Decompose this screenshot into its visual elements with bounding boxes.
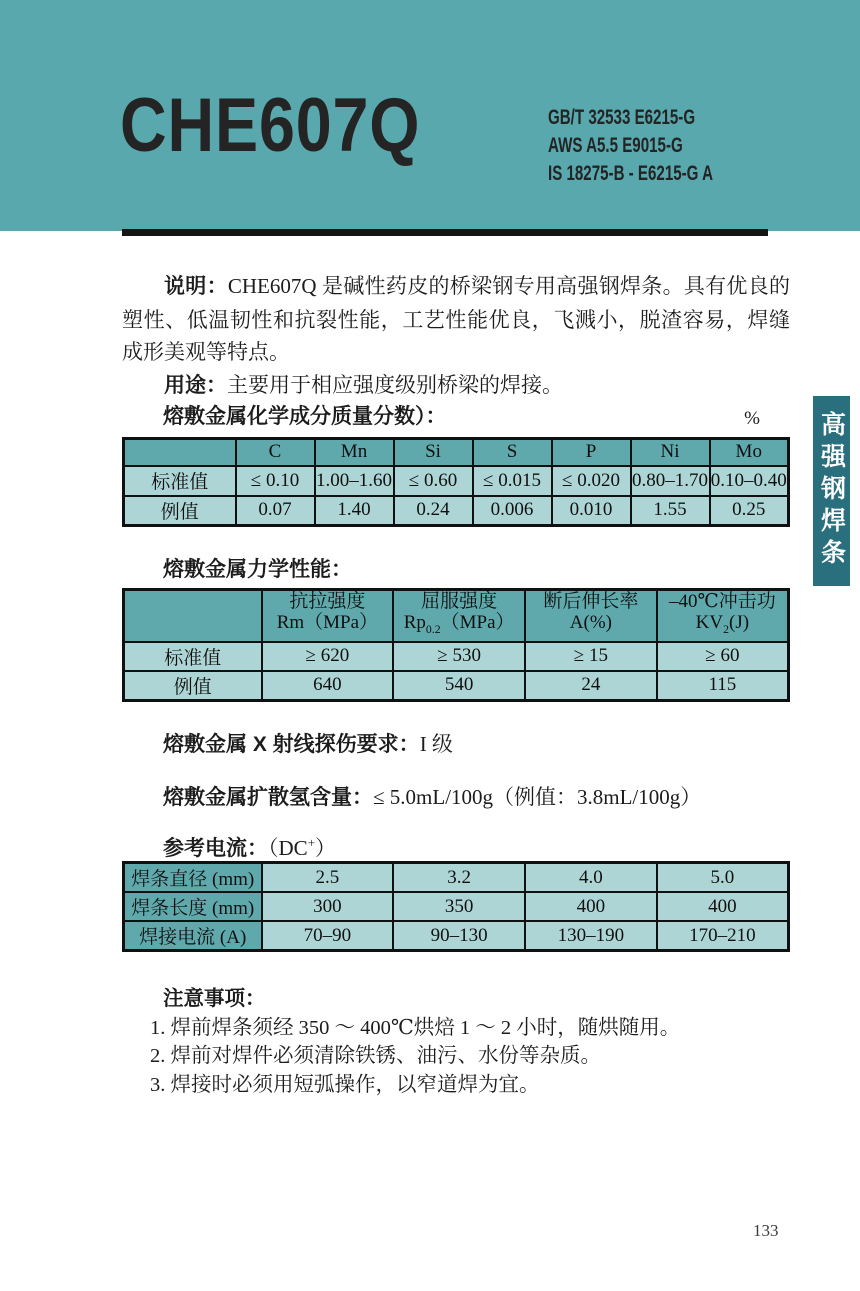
divider-rule [122,229,768,236]
chem-title-text: 熔敷金属化学成分质量分数）： [163,405,447,428]
row-label-cell: 标准值 [124,642,262,671]
product-title: CHE607Q [120,83,421,168]
header-symbol: A(%) [569,612,612,633]
value-cell: ≥ 15 [525,642,657,671]
col-header-cell: C [236,439,315,466]
value-cell: 130–190 [525,921,657,951]
col-header-cell [262,590,394,642]
value-cell: 1.00–1.60 [315,466,394,496]
value-cell: 400 [525,892,657,921]
header-symbol: Rm（MPa） [276,612,379,633]
note-item: 2. 焊前对焊件必须清除铁锈、油污、水份等杂质。 [150,1045,601,1067]
value-cell: 0.006 [473,496,552,526]
row-label-cell: 例值 [124,671,262,701]
col-header-cell: Ni [631,439,710,466]
standard-line-is: IS 18275-B - E6215-G A [548,162,714,185]
value-cell: 4.0 [525,863,657,893]
col-header-cell: S [473,439,552,466]
reference-current-table [122,861,790,952]
col-header-cell: Mo [710,439,789,466]
value-cell: ≥ 60 [657,642,789,671]
header-line2 [394,612,524,641]
value-cell: 3.2 [393,863,525,893]
header-line1: 抗拉强度 [289,591,366,612]
chemical-composition-table [122,437,790,527]
xray-value: I 级 [419,732,453,756]
header-line2 [526,612,656,641]
notes-block [150,985,680,1099]
col-header-cell [525,590,657,642]
value-cell: 70–90 [262,921,394,951]
standards-list [548,104,713,188]
value-cell: ≥ 620 [262,642,394,671]
header-symbol: KV [695,612,724,633]
hydrogen-value: ≤ 5.0mL/100g（例值：3.8mL/100g） [373,785,702,809]
current-post: ） [315,836,337,860]
reference-current-line [163,832,336,862]
value-cell: 1.40 [315,496,394,526]
value-cell: 350 [393,892,525,921]
current-value [268,836,336,860]
xray-requirement-line [163,728,453,758]
current-superscript: + [307,835,316,850]
mechanical-properties-table [122,588,790,702]
intro-usage [122,369,790,403]
header-line2 [263,612,393,641]
row-label-cell: 焊条长度 (mm) [124,892,262,921]
chem-section-title [122,400,790,430]
header-line2 [658,612,787,641]
usage-text: 主要用于相应强度级别桥梁的焊接。 [227,372,563,397]
value-cell: 0.24 [394,496,473,526]
value-cell: 115 [657,671,789,701]
usage-label: 用途： [164,373,227,397]
col-header-cell: P [552,439,631,466]
header-banner [0,0,860,231]
value-cell: 300 [262,892,394,921]
current-pre: （DC [268,836,308,860]
row-label-cell: 例值 [124,496,236,526]
standard-line-gbt: GB/T 32533 E6215-G [548,106,696,129]
header-symbol: Rp [403,612,426,633]
value-cell: 2.5 [262,863,394,893]
current-label: 参考电流： [163,837,268,860]
hydrogen-content-line [163,781,701,811]
hydrogen-label: 熔敷金属扩散氢含量： [163,786,373,809]
value-cell: ≤ 0.015 [473,466,552,496]
value-cell: 1.55 [631,496,710,526]
category-side-tab: 高强钢焊条 [813,396,850,586]
value-cell: 0.80–1.70 [631,466,710,496]
row-label-cell: 焊条直径 (mm) [124,863,262,893]
header-line1: 断后伸长率 [543,591,639,612]
percent-unit: % [744,408,760,429]
header-symbol-tail: （MPa） [440,612,515,633]
value-cell: 24 [525,671,657,701]
intro-description [122,270,790,369]
value-cell: ≤ 0.10 [236,466,315,496]
page-number: 133 [753,1221,779,1240]
header-subscript: 0.2 [425,622,441,636]
value-cell: 400 [657,892,789,921]
value-cell: 540 [393,671,525,701]
header-subscript: 2 [723,622,730,636]
intro-block [122,270,790,402]
col-header-cell: Si [394,439,473,466]
value-cell: 0.10–0.40 [710,466,789,496]
header-line1: 屈服强度 [421,591,498,612]
xray-label: 熔敷金属 X 射线探伤要求： [163,733,420,756]
mech-title-text: 熔敷金属力学性能： [163,558,352,581]
table-corner-cell [124,439,236,466]
description-text: CHE607Q 是碱性药皮的桥梁钢专用高强钢焊条。具有优良的塑性、低温韧性和抗裂性能，工艺性能优良，飞溅小，脱渣容易，焊缝成形美观等特点。 [122,274,791,364]
mech-section-title [122,553,790,583]
col-header-cell: Mn [315,439,394,466]
value-cell: 0.010 [552,496,631,526]
value-cell: 0.25 [710,496,789,526]
value-cell: 5.0 [657,863,789,893]
col-header-cell [393,590,525,642]
value-cell: 90–130 [393,921,525,951]
notes-title: 注意事项： [163,987,266,1010]
row-label-cell: 焊接电流 (A) [124,921,262,951]
table-corner-cell [124,590,262,642]
col-header-cell [657,590,789,642]
value-cell: ≤ 0.60 [394,466,473,496]
value-cell: ≤ 0.020 [552,466,631,496]
standard-line-aws: AWS A5.5 E9015-G [548,134,683,157]
header-line1: –40℃冲击功 [668,591,776,612]
value-cell: 0.07 [236,496,315,526]
value-cell: ≥ 530 [393,642,525,671]
row-label-cell: 标准值 [124,466,236,496]
note-item: 1. 焊前焊条须经 350 ～ 400℃烘焙 1 ～ 2 小时，随烘随用。 [150,1016,681,1039]
value-cell: 640 [262,671,394,701]
description-label: 说明： [164,275,228,298]
note-item: 3. 焊接时必须用短弧操作，以窄道焊为宜。 [150,1073,540,1096]
header-symbol-tail: (J) [729,612,750,633]
value-cell: 170–210 [657,921,789,951]
